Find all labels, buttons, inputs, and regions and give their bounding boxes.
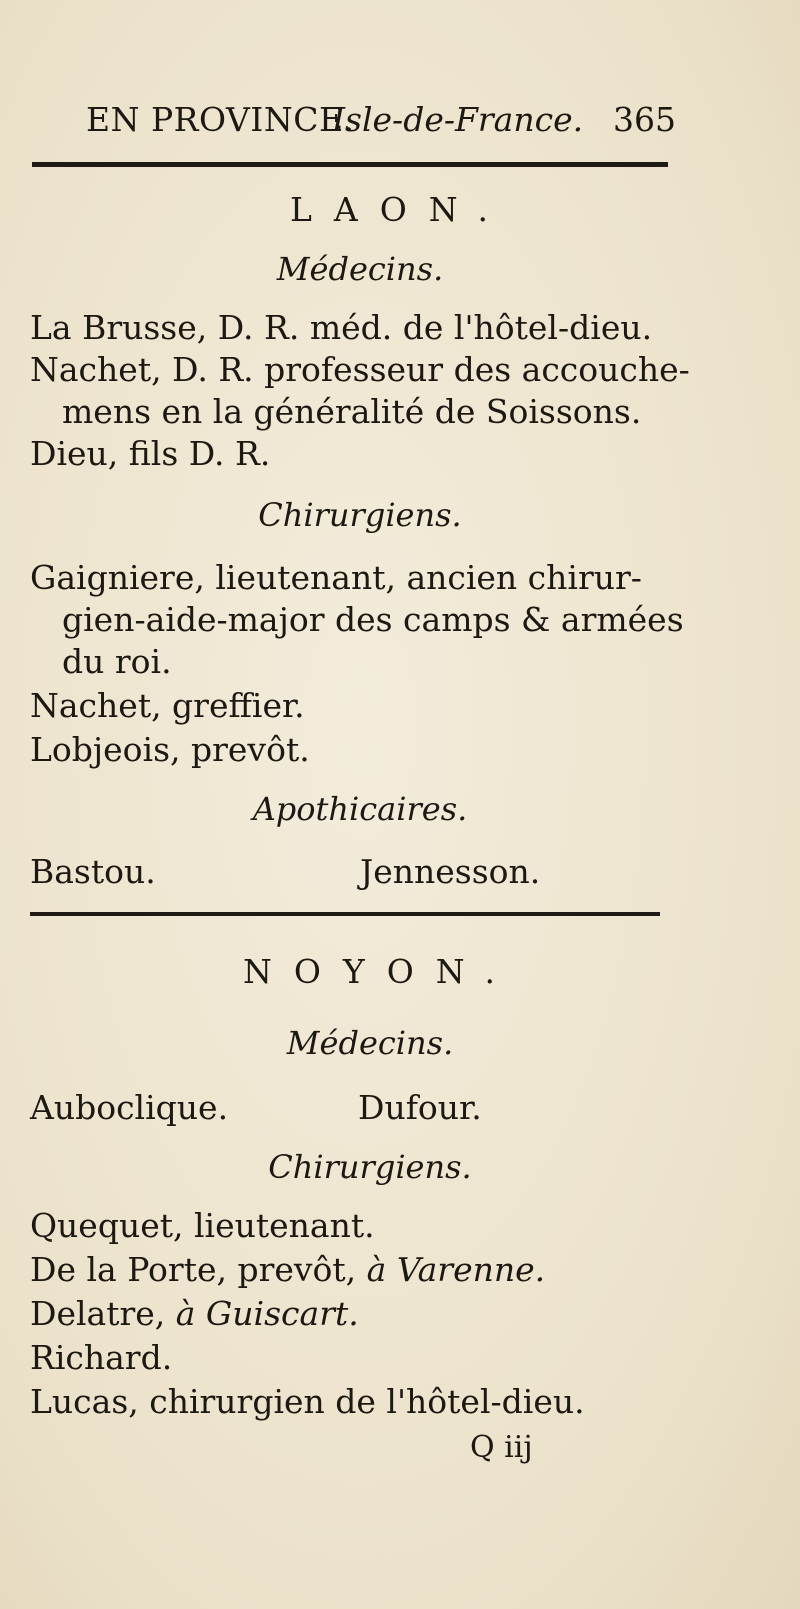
subheading-apothicaires: Apothicaires.: [252, 790, 468, 828]
region-title: Isle-de-France.: [332, 100, 584, 139]
entry-line: Quequet, lieutenant.: [30, 1206, 375, 1245]
header-rule: [32, 162, 668, 167]
entry-left: Auboclique.: [30, 1088, 229, 1127]
entry-line: gien-aide-major des camps & armées: [62, 600, 684, 639]
entry-line: [30, 1294, 359, 1333]
entry-line: Richard.: [30, 1338, 173, 1377]
signature-mark: Q iij: [470, 1430, 533, 1465]
entry-line: Lucas, chirurgien de l'hôtel-dieu.: [30, 1382, 585, 1421]
entry-left: Bastou.: [30, 852, 156, 891]
subheading-medecins: Médecins.: [286, 1024, 454, 1062]
entry-right: Dufour.: [358, 1088, 482, 1127]
entry-text: De la Porte, prevôt,: [30, 1250, 367, 1289]
entry-text: Delatre,: [30, 1294, 176, 1333]
section-title-laon: LAON.: [289, 190, 511, 229]
subheading-chirurgiens: Chirurgiens.: [258, 496, 462, 534]
entry-line: Gaigniere, lieutenant, ancien chirur-: [30, 558, 642, 597]
subheading-chirurgiens: Chirurgiens.: [268, 1148, 472, 1186]
entry-line: Nachet, greffier.: [30, 686, 305, 725]
entry-line: Lobjeois, prevôt.: [30, 730, 310, 769]
entry-right: Jennesson.: [360, 852, 541, 891]
subheading-medecins: Médecins.: [276, 250, 444, 288]
entry-line: Nachet, D. R. professeur des accouche-: [30, 350, 690, 389]
entry-line: Dieu, fils D. R.: [30, 434, 271, 473]
running-head: EN PROVINCE.: [86, 100, 355, 139]
entry-line: La Brusse, D. R. méd. de l'hôtel-dieu.: [30, 308, 653, 347]
place-name: à Guiscart.: [175, 1294, 359, 1333]
page-number: 365: [613, 100, 676, 139]
entry-line: [30, 1250, 545, 1289]
section-rule: [30, 912, 660, 916]
entry-line: du roi.: [62, 642, 172, 681]
page-header: [86, 100, 676, 150]
place-name: à Varenne.: [366, 1250, 546, 1289]
section-title-noyon: NOYON.: [242, 952, 518, 991]
entry-line: mens en la généralité de Soissons.: [62, 392, 642, 431]
